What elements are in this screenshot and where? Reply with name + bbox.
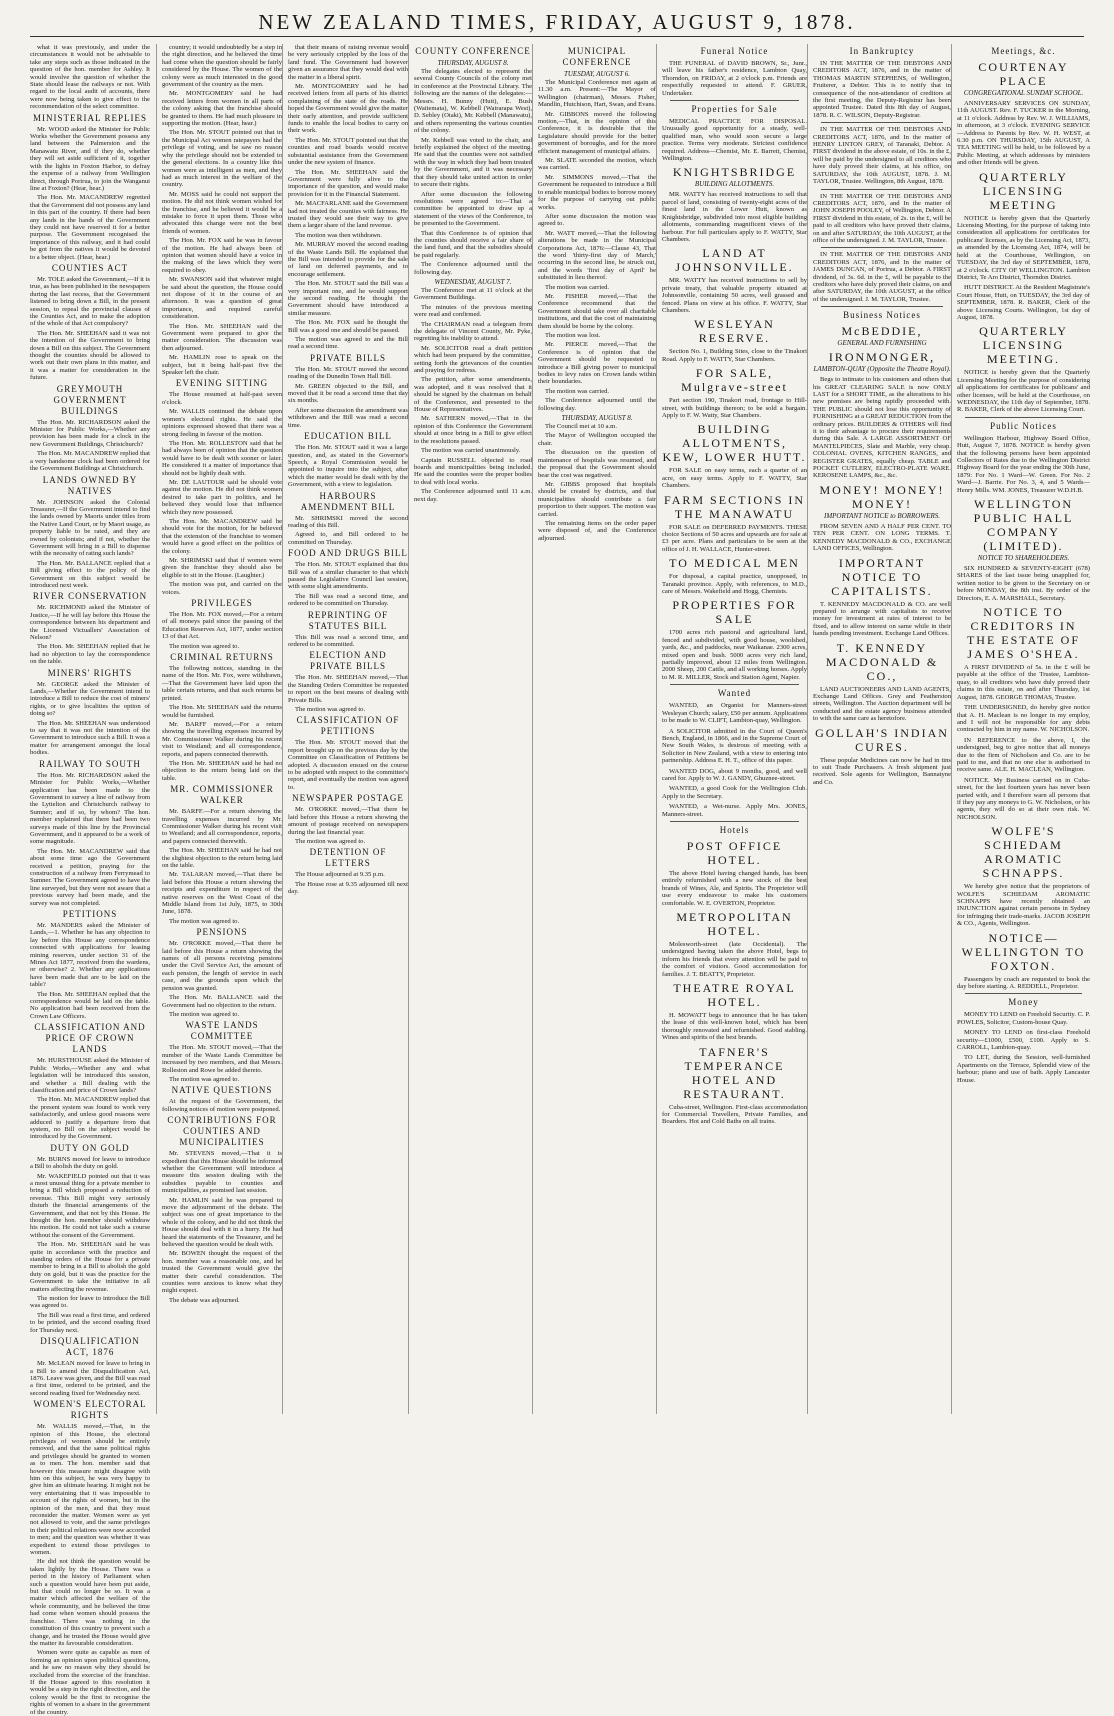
article-paragraph: The Hon. Mr. SHEEHAN said he had not the slightest objection to the return being laid on the table. [162,847,282,869]
article-paragraph: The Council met at 10 a.m. [545,423,617,431]
advertisement: 1700 acres rich pastoral and agricultural land, fenced and subdivided, with good house, woolshed, yards, &c., and paddocks, near Waikanae. 2300 acres, mixed open and bush. 5000 acres very rich land, partially improved, about 12 miles from Wellington. 2000 Sheep, 200 Cattle, and all working horses. Apply to M. R. MILLER, Stock and Station Agent, Napier. [662,629,807,681]
article-paragraph: Mr. WALLIS moved,—That, in the opinion of this House, the electoral privileges of women should be entirely removed, and that the same political rights and privileges should be granted to women as to men. The hon. member said that however this measure might disagree with him on this subject, he was very happy to give him an ultimate hearing. It might not be very entertaining that it was impossible to account of the rights of women, but in the opinion of the men, and that they must reconsider the matter. Women were as yet not allowed to vote, and the same privileges in their political relations were now accorded to men; and the question was whether it was expedient to extend those privileges to women. [30,1423,150,1557]
column-6 [656,44,807,1414]
article-paragraph: Mr. GIBBONS moved the following motion,—That, in the opinion of this Conference, it is desirable that the Legislature should provide for the better government of boroughs, and for the more efficient management of municipal affairs. [538,110,656,155]
section-heading: GREYMOUTH GOVERNMENT BUILDINGS [53,383,127,416]
advertisement: Wellington Harbour, Highway Board Office, Hutt, August 7, 1878. NOTICE is hereby given that the following persons have been appointed Collectors of Rates due to the Wellington District Highway Board for the year ending the 30th June, 1879: For No. 1 Ward—W. Green. For No. 2 Ward—J. Barrie. For No. 3, 4, and 5 Wards—Henry Mills. WM. JONES, Treasurer W.D.H.B. [957,434,1090,494]
article-paragraph: The motion was agreed to. [169,917,240,925]
article-paragraph: Mr. TOLE asked the Government,—If it is true, as has been published in the newspapers during the last recess, that the Government listened to bring down a Bill, in the present session, to repeal the provincial clauses of the Counties Act, and to make the adoption of the whole of that Act compulsory? [30,275,150,328]
article-paragraph: Mr. FISHER moved,—That the Conference recommend that the Government should take over all charitable institutions, and that the cost of maintaining them should be borne by the colony. [538,292,656,330]
article-paragraph: The debate was adjourned. [169,1296,240,1304]
ad-headline: LAND AT JOHNSONVILLE. [675,246,794,275]
article-paragraph: Mr. MURRAY moved the second reading of the Waste Lands Bill. He explained that the Bill was intended to provide for the sale of land on deferred payments, and to encourage settlement. [288,241,408,278]
advertisement: Part section 190, Tinakori road, frontage to Hill-street, with buildings thereon; to be sold a bargain. Apply to F. W. Watty, Star Chambers. [662,397,807,419]
advertisement: WANTED, a good Cook for the Wellington Club. Apply to the Secretary. [662,785,807,800]
section-heading: MR. COMMISSIONER WALKER [170,784,274,806]
article-paragraph: Mr. STEVENS moved,—That it is expedient that this House should be informed whether the Government will introduce a measure this session dealing with the subsidies payable to counties and municipalities, as promised last session. [162,1150,282,1195]
ad-headline: BUILDING ALLOTMENTS, KEW, LOWER HUTT. [662,422,807,465]
article-paragraph: The motion was carried unanimously. [421,447,521,455]
article-paragraph: Mr. BARFF.—For a return showing the travelling expenses incurred by Mr. Commissioner Walker during his recent visit to Westland; and all correspondence, reports, and papers connected therewith. [162,808,282,845]
legal-notice: IN THE MATTER OF THE DEBTORS AND CREDITORS ACT, 1876, and In the matter of JAMES DUNCAN, of Porirua, a Debtor. A FIRST dividend, of 3s. 6d. in the £, will be payable to the creditors who have duly proved their claims, on and after SATURDAY, the 10th AUGUST, at the office of the undersigned. J. M. TAYLOR, Trustee. [813,251,951,303]
section-heading: Properties for Sale [691,104,778,115]
article-paragraph: Mr. MACFARLANE said the Government had not treated the counties with fairness. He trusted they would see their way to give them a larger share of the land revenue. [288,200,408,230]
ad-headline: METROPOLITAN HOTEL. [676,910,793,938]
ad-headline: McBEDDIE, [841,324,923,339]
ad-subheadline: BUILDING ALLOTMENTS. [694,180,775,189]
date-line: THURSDAY, AUGUST 8. [437,59,509,67]
section-heading: DISQUALIFICATION ACT, 1876 [40,1336,140,1358]
advertisement: For disposal, a capital practice, unopposed, in Taranaki province. Apply, with references, to M.D., care of Messrs. Wakefield and Hogg, Chemists. [662,573,807,596]
advertisement: Cuba-street, Wellington. First-class accommodation for Commercial Travellers, Private Families, and Boarders. Hot and Cold Baths on all trains. [662,1103,807,1126]
article-paragraph: Mr. WALLIS continued the debate upon women's electoral rights. He said the opinions expressed showed that there was a strong feeling in favour of the motion. [162,408,282,438]
advertisement: THE FUNERAL of DAVID BROWN, Sr., Junr., will leave his father's residence, Lambton Quay, Thorndon, on FRIDAY, at 2 o'clock p.m. Friends are respectfully requested to attend. F. GRUER, Undertaker. [662,60,807,97]
article-paragraph: The Hon. Mr. STOUT said it was a large question, and, as stated in the Governor's Speech, a Royal Commission would be appointed to inquire into the subject, after which the matter would be dealt with by the Government, with a view to legislation. [288,444,408,489]
advertisement: IN REFERENCE to the above, I, the undersigned, beg to give notice that all moneys due to the firm of Nicholson and Co. are to be paid to me, and that no one else is authorised to receive same. ALE. H. MACLEAN, Wellington. [957,736,1090,774]
advertisement: NOTICE is hereby given that the Quarterly Licensing Meeting, for the purpose of taking into consideration all applications for certificates for publicans' licenses, as by the Licensing Act, 1873, as amended by the Licensing Act, 1874, will be held at the Courthouse, Wellington, on TUESDAY, the 3rd day of SEPTEMBER, 1878, at 2 o'clock. CITY OF WELLINGTON. Lambton District, Te Aro District, Thorndon District. [957,214,1090,281]
article-paragraph: After some discussion the motion was agreed to. [538,212,656,228]
article-paragraph: The motion was agreed to. [169,642,240,650]
masthead-rule [30,36,1084,37]
article-paragraph: The motion was carried. [545,283,610,291]
article-paragraph: Mr. MONTGOMERY said he had received letters from women in all parts of the colony asking that the franchise should be granted to them. He had much pleasure in supporting the motion. (Hear, hear.) [162,90,282,128]
advertisement: NOTICE is hereby given that the Quarterly Licensing Meeting for the purpose of considering all applications for certificates for publicans' and other licenses, will be held at the Courthouse, on WEDNESDAY, the 11th day of September, 1878. R. BAKER, Clerk of the above Licensing Court. [957,369,1090,414]
article-paragraph: The Hon. Mr. SHEEHAN said he was quite in accordance with the practice and standing orders of the House for a private member to bring in a Bill to abolish the gold duty on gold, but it was the practice for the Government to take the initiative in all matters affecting the revenue. [30,1241,150,1293]
article-paragraph: country; it would undoubtedly be a step in the right direction, and he believed the time had come when the question should be fairly considered by the House. The women of the colony were as much interested in the good government of the country as the men. [162,44,282,89]
article-paragraph: The Hon. Mr. MACANDREW regretted that the Government did not possess any land in this part of the country. If there had been any lands in the hands of the Government they could not have reserved it for a better purpose. The Government recognised the importance of this railway, and it had could be got from the natives it would be devoted to a better object. (Hear, hear.) [30,194,150,261]
article-paragraph: The motion for leave to introduce the Bill was agreed to. [30,1295,150,1310]
column-5 [532,44,656,1414]
article-paragraph: Mr. JOHNSON asked the Colonial Treasurer,—If the Government intend to find the lands owned by Maoris under titles from the Native Land Court, or by Maori usage, as property liable to be rated, and they are owned by colonists; and if not, whether the Government will bring in a Bill to dispense with the necessity of rating such lands? [30,498,150,558]
article-paragraph: The Hon. Mr. SHEEHAN replied that he had no objection to lay the correspondence on the table. [30,643,150,666]
article-paragraph: The motion was then withdrawn. [295,231,382,239]
article-paragraph: Mr. SHRIMSKI moved the second reading of this Bill. [288,514,408,529]
ad-headline: KNIGHTSBRIDGE [672,165,797,180]
ad-subheadline: GENERAL AND FURNISHING [837,339,927,348]
divider [670,821,799,822]
ad-headline: MONEY! MONEY! MONEY! [819,482,945,511]
advertisement: THE UNDERSIGNED, do hereby give notice that A. H. Maclean is no longer in my employ, and I will not be responsible for any debts contracted by him in my name. W. NICHOLSON. [957,704,1090,734]
section-heading: MINERS' RIGHTS [47,667,133,678]
ad-headline: IRONMONGER, [828,350,936,365]
article-paragraph: Mr. HURSTHOUSE asked the Minister of Public Works,—Whether any and what legislation will be introduced this session, and whether a Bill dealing with the classification and price of Crown lands? [30,1057,150,1094]
article-paragraph: Mr. GREEN objected to the Bill, and moved that it be read a second time that day six months. [288,382,408,405]
section-heading: MINISTERIAL REPLIES [33,112,147,123]
section-heading: In Bankruptcy [849,46,915,56]
ad-headline: WOLFE'S SCHIEDAM AROMATIC SCHNAPPS. [982,824,1065,881]
ad-headline: TO MEDICAL MEN [669,556,800,571]
legal-notice: IN THE MATTER OF THE DEBTORS AND CREDITORS ACT, 1876, and in the matter of THOMAS MARTIN STEPHENS, of Wellington, Fruiterer, a Debtor. This is to notify that in consequence of the non-attendance of creditors at the first meeting, the Deputy-Registrar has been appointed Trustee. Dated this 8th day of August, 1878. R. C. WILSON, Deputy-Registrar. [813,60,951,119]
article-paragraph: The motion was agreed to. [295,706,366,714]
article-paragraph: The Hon. Mr. STOUT pointed out that the counties and road boards would receive substantial assistance from the Government under the new system of finance. [288,136,408,167]
ad-headline: NOTICE—WELLINGTON TO FOXTON. [961,930,1086,973]
article-paragraph: Mr. SHRIMSKI said that if women were given the franchise they should also be eligible to sit in the House. (Laughter.) [162,557,282,579]
article-paragraph: Mr. MOSS said he could not support the motion. He did not think women wished for the franchise, and he believed it would be a mistake to force it upon them. Those who advocated this change were not the best friends of women. [162,190,282,235]
article-paragraph: The Conference adjourned until 11 a.m. next day. [414,488,532,503]
article-paragraph: The minutes of the previous meeting were read and confirmed. [414,303,532,319]
section-heading: Business Notices [843,310,921,321]
column-3 [282,44,408,1414]
article-paragraph: That this Conference is of opinion that the counties should receive a fair share of the land fund, and that the subsidies should be paid regularly. [414,229,532,259]
date-line: THURSDAY, AUGUST 8. [561,414,633,423]
ad-headline: QUARTERLY LICENSING MEETING [979,169,1068,212]
advertisement: NOTICE. My Business carried on in Cuba-street, for the last fourteen years has never been parted with, and I therefore warn all persons that if they pay any moneys to G. W. Nicholson, or his agents, they will do so at their own risk. W. NICHOLSON. [957,776,1090,821]
section-heading: COUNTIES ACT [51,262,129,273]
article-paragraph: The Municipal Conference met again at 11.30 a.m. Present:—The Mayor of Wellington (chairman), Messrs. Fisher, Mandlin, Hutchison, Hart, Swan, and Evans. [538,79,656,109]
article-paragraph: Mr. McLEAN moved for leave to bring in a Bill to amend the Disqualification Act, 1876. Leave was given, and the Bill was read a first time, ordered to be printed, and the second reading fixed for Wednesday next. [30,1360,150,1397]
legal-notice: IN THE MATTER OF THE DEBTORS AND CREDITORS ACT, 1876, and In the matter of JOHN JOSEPH POOLEY, of Wellington, Debtor. A FIRST dividend in this estate, of 2s. in the £, will be paid to all creditors who have proved their claims, on and after SATURDAY, the 10th AUGUST, at the office of the undersigned. J. M. TAYLOR, Trustee. [813,192,951,244]
article-paragraph: The Hon. Mr. FOX said he was in favour of the motion. He had always been of opinion that women should have a voice in the making of the laws which they were required to obey. [162,237,282,274]
article-paragraph: The Hon. Mr. STOUT pointed out that in the Municipal Act women ratepayers had the privilege of voting, and he saw no reason why the privilege should not be extended to the general elections. In a country like this women were as intelligent as men, and they had as much interest in the welfare of the country. [162,129,282,189]
divider [670,100,799,101]
article-paragraph: Mr. SOLICITOR read a draft petition which had been prepared by the committee, setting forth the grievances of the counties and praying for redress. [414,344,532,375]
divider [821,122,943,123]
article-paragraph: The Hon. Mr. STOUT moved that the report brought up on the previous day by the Committee on Classification of Petitions be adopted. A discussion ensued on the course to be adopted with respect to the committee's report, and eventually the motion was agreed to. [288,739,408,791]
legal-notice: IN THE MATTER OF THE DEBTORS AND CREDITORS ACT, 1876, and In the matter of HENRY LINTON GREY, of Taranaki, Debtor. A FIRST dividend in the above estate, of 10s. in the £, will be paid by the undersigned to all creditors who have duly proved their claims, at his office, on SATURDAY, the 10th AUGUST, 1878. J. M. TAYLOR, Trustee. Wellington, 8th August, 1878. [813,126,951,186]
article-paragraph: The Hon. Mr. MACANDREW said that about some time ago the Government received a petition, praying for the construction of a railway from Ferrymead to Sumner. The Government agreed to have the line surveyed, but they were not aware that a previous survey had been made, and the survey was not completed. [30,847,150,907]
section-heading: PENSIONS [196,927,248,938]
article-paragraph: The Hon. Mr. SHEEHAN replied that the correspondence would be laid on the table. No application had been received from the Crown Law Officers. [30,990,150,1020]
divider [821,189,943,190]
section-heading: EVENING SITTING [175,378,269,389]
article-paragraph: After some discussion the amendment was withdrawn and the Bill was read a second time. [288,406,408,429]
advertisement: A FIRST DIVIDEND of 5s. in the £ will be payable at the office of the Trustee, Lambton-quay, to all creditors who have duly proved their claims in this estate, on and after Thursday, 1st August, 1878. GEORGE THOMAS, Trustee. [957,664,1090,701]
article-paragraph: what it was previously, and under the circumstances it would not be advisable to take any steps such as those indicated in the question of the hon. member for Ashley. It would involve the question of whether the State should lease the railways or not. With regard to the local audit of accounts, there were now being taken to give effect to the recommendation of the select committee. [30,44,150,111]
article-paragraph: The Hon. Mr. BALLANCE replied that a Bill giving effect to the policy of the Government on this subject would be introduced next week. [30,559,150,589]
article-paragraph: Mr. HAMLIN said he was prepared to move the adjournment of the debate. The subject was one of great importance to the whole of the colony, and he did not think the House should deal with it in a hurry. He had heard the statements of the Treasurer, and he believed the question would be dealt with. [162,1196,282,1249]
article-paragraph: The motion was agreed to. [169,1010,240,1018]
advertisement: HUTT DISTRICT. At the Resident Magistrate's Court House, Hutt, on TUESDAY, the 3rd day of SEPTEMBER, 1878. R. BAKER, Clerk of the above Licensing Courts. Wellington, 1st day of August, 1878. [957,284,1090,321]
ad-headline: IMPORTANT NOTICE TO CAPITALISTS. [831,555,933,598]
advertisement: FROM SEVEN AND A HALF PER CENT. TO TEN PER CENT. ON LONG TERMS. T. KENNEDY MACDONALD & CO., EXCHANGE LAND OFFICES, Wellington. [813,522,951,553]
article-paragraph: The Conference met at 11 o'clock at the Government Buildings. [414,286,532,302]
article-paragraph: Mr. SATHERN moved,—That in the opinion of this Conference the Government should at once bring in a Bill to give effect to the resolutions passed. [414,415,532,445]
article-paragraph: The Hon. Mr. SHEEHAN said the Government were prepared to give the matter consideration. The discussion was then adjourned. [162,322,282,352]
ad-headline: WELLINGTON PUBLIC HALL COMPANY (LIMITED). [973,497,1074,554]
article-paragraph: The motion was put, and carried on the voices. [162,581,282,596]
article-paragraph: Captain RUSSELL objected to road boards and municipalities being included. He said the counties were the proper bodies to deal with local works. [414,456,532,486]
article-paragraph: The motion was agreed to and the Bill read a second time. [288,336,408,351]
article-paragraph: Mr. HAMLIN rose to speak on the subject, but it being half-past five the Speaker left the chair. [162,354,282,377]
article-paragraph: The Hon. Mr. RICHARDSON asked the Minister for Public Works,—Whether application has been made to the Government to survey a line of railway from the Lyttelton and Christchurch railway to Sumner; and if so, by whom? The hon. member explained that there had been two surveys made of this line by the Provincial Government, and it appeared to be a work of some magnitude. [30,771,150,846]
article-paragraph: Mr. BURNS moved for leave to introduce a Bill to abolish the duty on gold. [30,1155,150,1171]
section-heading: HARBOURS AMENDMENT BILL [300,490,396,512]
article-paragraph: Mr. WOOD asked the Minister for Public Works whether the Government possess any land between the Palmerston and the Manawatu River, and if they do, whether they will set aside sufficient of it, together with the lights in Foxton Harbor, to defray the expense of a railway from Wellington direct, through Porirua, to join the Wanganui line at Foxton? (Hear, hear.) [30,125,150,192]
article-paragraph: The House rose at 9.35 adjourned till next day. [288,880,408,896]
article-paragraph: Mr. O'RORKE moved,—That there be laid before this House a return showing the amount of postage received on newspapers during the last financial year. [288,806,408,836]
section-heading: Hotels [719,824,750,835]
article-paragraph: The Hon. Mr. RICHARDSON asked the Minister for Public Works,—Whether any provision has been made for a clock in the new Government Buildings, Christchurch? [30,418,150,448]
article-paragraph: Women were quite as capable as men of forming an opinion upon political questions, and he saw no reason why they should be excluded from the exercise of the franchise. If the House agreed to this resolution it would be a step in the right direction, and the colony would be the first to recognise the rights of women to a share in the government of the country. [30,1649,150,1716]
section-heading: RIVER CONSERVATION [32,591,148,602]
article-paragraph: The Hon. Mr. STOUT moved,—That the number of the Waste Lands Committee be increased by two members, and that Messrs. Rolleston and Rowe be added thereto. [162,1044,282,1074]
section-heading: Meetings, &c. [991,46,1056,56]
section-heading: Funeral Notice [700,46,769,56]
advertisement: MR. WATTY has received instructions to sell that parcel of land, consisting of twenty-eight acres of the finest land in the Lower Hutt, known as Knightsbridge, subdivided into most eligible building allotments, commanding magnificent views of the harbour. For full particulars apply to F. WATTY, Star Chambers. [662,191,807,243]
section-heading: CRIMINAL RETURNS [170,652,274,663]
article-paragraph: Mr. SLATE seconded the motion, which was carried. [538,157,656,172]
advertisement: We hereby give notice that the proprietors of WOLFE'S SCHIEDAM AROMATIC SCHNAPPS have recently obtained an INJUNCTION against certain persons in Sydney for infringing their trade-marks. JACOB JOSEPH & CO., Agents, Wellington. [957,883,1090,928]
article-paragraph: Mr. MANDERS asked the Minister of Lands,—1. Whether he has any objection to lay before this House any correspondence connected with applications for leasing mining reserves, under section 31 of the Mines Act 1877, received from the wardens, or otherwise? 2. Whether any applications have been made that are to be laid on the table? [30,922,150,989]
section-heading: NATIVE QUESTIONS [171,1085,273,1096]
divider [965,993,1082,994]
ad-headline: COURTENAY PLACE [978,60,1069,88]
ad-subheadline: LAMBTON-QUAY (Opposite the Theatre Royal). [813,365,951,374]
advertisement: MR. WATTY has received instructions to sell by private treaty, that valuable property situated at Johnsonville, containing 50 acres, well grassed and fenced. Plans on view at his office. F. WATTY, Star Chambers. [662,277,807,314]
ad-headline: QUARTERLY LICENSING MEETING. [979,324,1068,367]
article-paragraph: The Hon. Mr. MACANDREW said he should vote for the motion, for he believed that the extension of the franchise to women would have a good effect on the politics of the colony. [162,517,282,555]
article-paragraph: Mr. GIBBS proposed that hospitals should be created by districts, and that municipalities should contribute a fair proportion to their support. The motion was carried. [538,480,656,518]
article-paragraph: Mr. WAKEFIELD pointed out that it was a most unusual thing for a private member to bring a Bill which proposed a reduction of revenue. This Bill might very seriously disturb the financial arrangements of the Government, and that not by this House. He thought the hon. member should withdraw his motion. He could not take such a course without the consent of the Government. [30,1172,150,1239]
section-heading: Public Notices [990,420,1057,431]
article-paragraph: The Conference adjourned until the following day. [414,261,532,276]
article-paragraph: The Hon. Mr. BALLANCE said the Government had no objection to the return. [162,994,282,1009]
article-paragraph: The Bill was read a first time, and ordered to be printed, and the second reading fixed for Thursday next. [30,1311,150,1334]
article-paragraph: Agreed to, and Bill ordered to be committed on Thursday. [288,531,408,546]
advertisement: WANTED DOG, about 9 months, good, and well cared for. Apply to W. J. GANDY, Ghuznee-street. [662,767,807,782]
article-paragraph: Mr. WATT moved,—That the following alterations be made in the Municipal Corporations Act, 1876:—Clause 43, That the word 'thirty-first day of March,' occurring in the second line, be struck out, and the words 'first day of April' be substituted in lieu thereof. [538,229,656,282]
article-paragraph: The Hon. Mr. SHEEHAN said the Government were fully alive to the importance of the question, and would make provision for it in the Financial Statement. [288,168,408,198]
section-heading: MUNICIPAL CONFERENCE [562,46,632,67]
section-heading: FOOD AND DRUGS BILL [288,548,408,559]
article-paragraph: The House resumed at half-past seven o'clock. [162,391,282,406]
section-heading: Money [1008,997,1039,1008]
section-heading: CLASSIFICATION AND PRICE OF CROWN LANDS [34,1022,146,1055]
advertisement: MONEY TO LEND on Freehold Security. C. P. POWLES, Solicitor, Custom-house Quay. [957,1011,1090,1026]
date-line: WEDNESDAY, AUGUST 7. [434,277,512,286]
section-heading: PRIVILEGES [191,598,253,609]
article-paragraph: The Hon. Mr. FOX moved,—For a return of all moneys paid since the passing of the Education Reserves Act, 1877, under section 13 of that Act. [162,611,282,641]
article-paragraph: The Hon. Mr. STOUT moved the second reading of the Dunedin Town Hall Bill. [288,365,408,381]
ad-subheadline: IMPORTANT NOTICE to BORROWERS. [823,511,940,520]
divider [670,684,799,685]
article-paragraph: At the request of the Government, the following notices of motion were postponed. [162,1098,282,1113]
article-paragraph: The motion was agreed to. [295,837,366,845]
article-paragraph: After some discussion the following resolutions were agreed to:—That a committee be appointed to draw up a statement of the views of the Conference, to be presented to the Government. [414,190,532,228]
article-paragraph: Mr. BOWEN thought the request of the hon. member was a reasonable one, and he trusted the Government would give the matter their careful consideration. The counties were anxious to know what they might expect. [162,1250,282,1295]
article-paragraph: The CHAIRMAN read a telegram from the delegate of Vincent County, Mr. Pyke, regretting his inability to attend. [414,320,532,343]
article-paragraph: Mr. GEORGE asked the Minister of Lands,—Whether the Government intend to introduce a Bill to reduce the cost of miners' rights, or to give localities the option of doing so? [30,680,150,718]
article-paragraph: The Hon. Mr. SHEEHAN moved,—That the Standing Orders Committee be requested to report on the best means of dealing with Private Bills. [288,674,408,704]
ad-headline: WESLEYAN RESERVE. [694,317,775,346]
section-heading: EDUCATION BILL [304,431,392,442]
article-paragraph: Mr. PIERCE moved,—That the Conference is of opinion that the Government should be requested to introduce a Bill giving power to municipal bodies to levy rates on Crown lands within their boundaries. [538,341,656,386]
article-paragraph: Mr. BARFF moved,—For a return showing the travelling expenses incurred by Mr. Commissioner Walker during his recent visit to Westland; and all correspondence, reports, and papers connected therewith. [162,720,282,758]
section-heading: CONTRIBUTIONS FOR COUNTIES AND MUNICIPALITIES [167,1115,277,1148]
article-paragraph: that their means of raising revenue would be very seriously crippled by the loss of the land fund. The Government had however given an assurance that they would deal with the matter in a liberal spirit. [288,44,408,81]
article-paragraph: The Conference adjourned until the following day. [538,397,656,412]
ad-subheadline: CONGREGATIONAL SUNDAY SCHOOL. [963,89,1084,97]
ad-headline: NOTICE TO CREDITORS IN THE ESTATE OF JAMES O'SHEA. [966,605,1081,662]
divider [821,306,943,307]
article-paragraph: The motion was carried. [545,387,610,395]
article-paragraph: The Hon. Mr. FOX said he thought the Bill was a good one and should be passed. [288,319,408,334]
article-paragraph: The Hon. Mr. MACANDREW replied that a very handsome clock had been ordered for the Government Buildings at Christchurch. [30,450,150,473]
article-paragraph: The Hon. Mr. SHEEHAN said he had no objection to the return being laid on the table. [162,759,282,782]
column-4 [408,44,532,1414]
advertisement: SIX HUNDRED & SEVENTY-EIGHT (678) SHARES of the last issue being unapplied for, written notice to be given to the Secretary on or before MONDAY, the 8th inst. By order of the Directors, E. A. MARSHALL, Secretary. [957,565,1090,602]
advertisement: A SOLICITOR admitted in the Court of Queen's Bench, England, in 1866, and in the Supreme Court of New South Wales, is desirous of meeting with a Solicitor in New Zealand, with a view to entering into partnership. Address E. H. T., office of this paper. [662,727,807,765]
ad-headline: FOR SALE, Mulgrave-street [681,366,788,395]
advertisement: WANTED, a Wet-nurse. Apply Mrs. JONES, Manners-street. [662,803,807,818]
article-paragraph: The Hon. Mr. SHEEHAN said it was not the intention of the Government to bring down a Bill on this subject. The Government thought the counties should be allowed to work out their own plans in this matter, and it was a matter for consideration in the future. [30,329,150,382]
article-paragraph: The Hon. Mr. SHEEHAN said the returns would be furnished. [162,704,282,719]
article-paragraph: He did not think the question would be taken lightly by the House. There was a period in the history of Parliament when such a question would have been put aside, but that could no longer be so. It was a matter which affected the welfare of the whole community, and he believed the time had come when women should possess the franchise. There was nothing in the constitution of this country to prevent such a change, and he trusted the House would give the matter its favourable consideration. [30,1558,150,1647]
section-heading: CLASSIFICATION OF PETITIONS [296,715,400,737]
article-paragraph: The petition, after some amendments, was adopted, and it was resolved that it should be signed by the chairman on behalf of the Conference, and presented to the House of Representatives. [414,376,532,414]
article-paragraph: The Hon. Mr. STOUT said the Bill was a very important one, and he would support the second reading. He thought the Government should have introduced a similar measure. [288,280,408,317]
date-line: TUESDAY, AUGUST 6. [563,70,630,78]
advertisement: Molesworth-street (late Occidental). The undersigned having taken the above Hotel, begs to inform his friends that every attention will be paid to the comfort of visitors. Good accommodation for families. J. T. BEATTY, Proprietor. [662,941,807,978]
masthead [0,0,1114,40]
article-paragraph: Mr. DE LAUTOUR said he should vote against the motion. He did not think women desired to take part in politics, and he believed they would lose that influence which they now possessed. [162,478,282,516]
section-heading: NEWSPAPER POSTAGE [292,793,404,804]
article-paragraph: The Hon. Mr. SHEEHAN was understood to say that it was not the intention of the Government to introduce such a Bill. It was a matter for arrangement amongst the local bodies. [30,719,150,757]
advertisement: The above Hotel having changed hands, has been entirely refurnished with a new stock of the best brands of Wines, Ale, and Spirits. The Proprietor will use every endeavour to make his customers comfortable. W. E. OVERTON, Proprietor. [662,869,807,907]
article-paragraph: The Hon. Mr. MACANDREW replied that the present system was found to work very satisfactorily, and unless good reasons were adduced to justify a departure from that system, no Bill on the subject would be introduced by the Government. [30,1096,150,1141]
article-paragraph: The motion was agreed to. [169,1075,240,1083]
section-heading: ELECTION AND PRIVATE BILLS [309,650,387,672]
advertisement: MONEY TO LEND on first-class Freehold security—£1000, £500, £100. Apply to S. CARROLL, Lambton-quay. [957,1029,1090,1052]
ad-subheadline: NOTICE TO SHAREHOLDERS. [977,554,1070,563]
column-2 [156,44,282,1414]
article-paragraph: Mr. RICHMOND asked the Minister of Justice,—If he will lay before this House the correspondence between his department and the Licensed Victuallers' Association of Nelson? [30,604,150,641]
article-paragraph: This Bill was read a second time, and ordered to be committed. [288,633,408,648]
article-paragraph: The motion was lost. [545,332,601,339]
article-paragraph: Mr. TALARAN moved,—That there be laid before this House a return showing the receipts and expenditure in respect of the native reserves on the West Coast of the Middle Island from 1st July, 1875, to 30th June, 1878. [162,871,282,916]
advertisement: LAND AUCTIONEERS AND LAND AGENTS, Exchange Land Offices. Grey and Featherston streets, Wellington. The Auction department will be conducted and the estate agency business attended to with the same care as heretofore. [813,685,951,723]
section-heading: REPRINTING OF STATUTES BILL [307,609,389,631]
section-heading: WASTE LANDS COMMITTEE [185,1020,259,1042]
article-paragraph: The delegates elected to represent the several County Councils of the colony met in conference at the Provincial Library. The following are the names of the delegates:—Messrs. H. Bunny (Hutt), E. Bush (Waitemata), W. Kebbell (Wairarapa West), D. Sebley (Otaki), Mr. Kebbell (Manawatu), and others representing the various counties of the colony. [414,68,532,135]
article-paragraph: The House adjourned at 9.35 p.m. [295,871,385,879]
ad-headline: THEATRE ROYAL HOTEL. [673,981,796,1010]
advertisement: Passengers by coach are requested to book the day before starting. A. REDDELL, Proprietor. [957,975,1090,991]
article-paragraph: Mr. O'RORKE moved,—That there be laid before this House a return showing the names of all persons receiving pensions under the Civil Service Act, the amount of each pension, the length of service in each case, and the grounds upon which the pension was granted. [162,940,282,992]
article-paragraph: Mr. MONTGOMERY said he had received letters from all parts of his district complaining of the state of the roads. He hoped the Government would give the matter their early attention, and provide sufficient funds to enable the local bodies to carry on their work. [288,83,408,135]
advertisement: MEDICAL PRACTICE FOR DISPOSAL. Unusually good opportunity for a steady, well-qualified man, who would soon secure a large practice. Terms very moderate. Strictest confidence required. Address—Chemist, Mr. E. Barrett, Chemist, Wellington. [662,118,807,163]
section-heading: LANDS OWNED BY NATIVES [42,474,138,496]
article-paragraph: Mr. SIMMONS moved,—That the Government be requested to introduce a Bill to enable municipal bodies to borrow money for the purpose of carrying out public works. [538,173,656,211]
ad-headline: TAFNER'S TEMPERANCE HOTEL AND RESTAURANT. [683,1044,786,1101]
ad-headline: POST OFFICE HOTEL. [686,838,783,867]
ad-headline: PROPERTIES FOR SALE [672,598,797,627]
section-heading: RAILWAY TO SOUTH [39,758,141,769]
section-heading: DUTY ON GOLD [50,1142,130,1153]
section-heading: Wanted [717,688,752,699]
advertisement: T. KENNEDY MACDONALD & CO. are well prepared to arrange with capitalists to receive money for investment at rates of interest to be fixed, and to allow interest on same while in their hands pending investment. Exchange Land Offices. [813,600,951,638]
article-paragraph: Mr. Kebbell was voted to the chair, and briefly explained the object of the meeting. He said that the counties were not satisfied with the way in which they had been treated by the Government, and it was necessary that they should take united action in order to secure their rights. [414,136,532,189]
section-heading: DETENTION OF LETTERS [309,847,387,869]
section-heading: COUNTY CONFERENCE [415,46,531,56]
article-paragraph: The Mayor of Wellington occupied the chair. [538,432,656,447]
advertisement: H. MOWATT begs to announce that he has taken the lease of this well-known hotel, which has been thoroughly renovated and refurnished. Good stabling. Wines and spirits of the best brands. [662,1012,807,1042]
article-paragraph: The Bill was read a second time, and ordered to be committed on Thursday. [288,592,408,608]
section-heading: WOMEN'S ELECTORAL RIGHTS [33,1399,147,1421]
advertisement: Section No. 1, Building Sites, close to the Tinakori Road. Apply to F. WATTY, Star Chambers. [662,348,807,363]
article-paragraph: The following notices, standing in the name of the Hon. Mr. Fox, were withdrawn,—That the Government have laid upon the table certain returns, and that such returns be printed. [162,665,282,702]
advertisement: FOR SALE on DEFERRED PAYMENTS. THESE choice Sections of 50 acres and upwards are for sale at £3 per acre. Plans and particulars to be seen at the office of J. H. WALLACE, Hunter-street. [662,523,807,553]
ad-headline: FARM SECTIONS IN THE MANAWATU [663,492,806,521]
column-1 [30,44,150,1716]
advertisement: ANNIVERSARY SERVICES ON SUNDAY, 11th AUGUST. Rev. F. TUCKER in the Morning, at 11 o'clock. Address by Rev. W. J. WILLIAMS, in afternoon, at 3 o'clock. EVENING SERVICE—Address to Parents by Rev. W. H. WEST, at 6.30 p.m. ON THURSDAY, 15th AUGUST, A TEA MEETING will be held, to be followed by a Public Meeting, at which addresses by ministers and other friends will be given. [957,100,1090,167]
article-paragraph: The discussion on the question of maintenance of hospitals was resumed, and the proposal that the Government should bear the cost was negatived. [538,449,656,479]
advertisement: TO LET, during the Session, well-furnished Apartments on the Terrace, Splendid view of the harbour; piano and use of bath. Apply Lancaster House. [957,1054,1090,1084]
ad-headline: T. KENNEDY MACDONALD & CO., [825,640,939,683]
ad-headline: GOLLAH'S INDIAN CURES. [815,725,949,754]
article-paragraph: Mr. SWANSON said that whatever might be said about the question, the House could not dispose of it in the course of an afternoon. It was a question of great importance, and required careful consideration. [162,276,282,321]
article-paragraph: The Hon. Mr. ROLLESTON said that he had always been of opinion that the question would have to be dealt with sooner or later. He considered it a matter of importance that should not be lightly dealt with. [162,439,282,477]
advertisement: Begs to intimate to his customers and others that his GREAT CLEARING SALE is now ONLY LAST for a SHORT TIME, as the alterations to his new premises are being rapidly proceeded with. THE PUBLIC should not lose this opportunity of FURNISHING at a GREAT REDUCTION from the ordinary prices. BUILDERS & OTHERS will find it to their advantage to procure their requirements during this Sale. A LARGE ASSORTMENT OF MANTELPIECES, Slate and Marble, very cheap. COLONIAL OVENS, KITCHEN RANGES, and REGISTER GRATES, equally cheap. TABLE and POCKET CUTLERY, ELECTRO-PLATE WARE. KEROSENE LAMPS, &c., &c. [813,376,951,480]
section-heading: PETITIONS [62,909,118,919]
advertisement: FOR SALE on easy terms, each a quarter of an acre, on easy terms. Apply to F. WATTY, Star Chambers. [662,467,807,490]
article-paragraph: The Hon. Mr. STOUT explained that this Bill was of a similar character to that which passed the Legislative Council last session, with some slight amendments. [288,561,408,591]
divider [821,247,943,248]
advertisement: WANTED, an Organist for Manners-street Wesleyan Church; salary, £50 per annum. Applications to be made to W. CLIFT, Lambton-quay, Wellington. [662,702,807,725]
article-paragraph: The remaining items on the order paper were disposed of, and the Conference adjourned. [538,519,656,542]
advertisement: These popular Medicines can now be had in tins to suit Trade Purchasers. A fresh shipment just received. Sole agents for Wellington, Bannatyne and Co. [813,756,951,786]
column-8 [951,44,1090,1414]
section-heading: PRIVATE BILLS [309,352,387,363]
newspaper-title: NEW ZEALAND TIMES, FRIDAY, AUGUST 9, 1878. [258,10,856,34]
divider [965,417,1082,418]
column-7 [807,44,951,1414]
